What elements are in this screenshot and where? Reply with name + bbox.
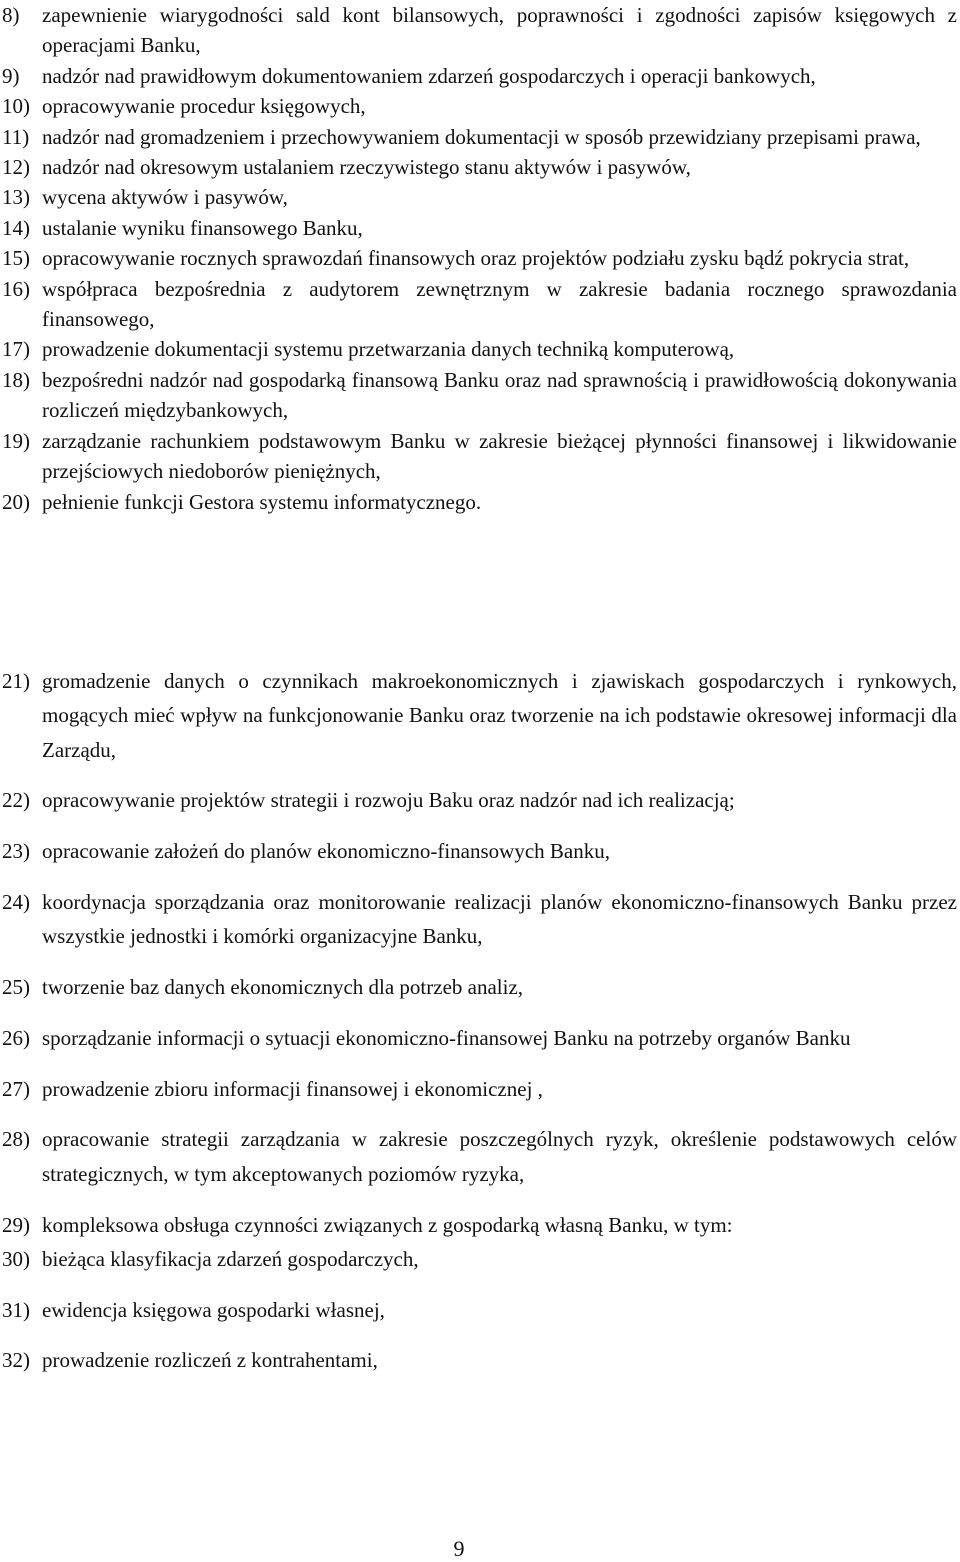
item-text: prowadzenie dokumentacji systemu przetwarzania danych techniką komputerową, bbox=[42, 337, 735, 362]
item-text: zapewnienie wiarygodności sald kont bilansowych, poprawności i zgodności zapisów księgowych z operacjami Banku, bbox=[42, 3, 957, 58]
list-item bbox=[2, 1343, 957, 1377]
item-number: 17) bbox=[2, 337, 30, 362]
item-text: nadzór nad gromadzeniem i przechowywaniem dokumentacji w sposób przewidziany przepisami prawa, bbox=[42, 124, 921, 149]
item-number: 29) bbox=[2, 1212, 30, 1237]
item-text: kompleksowa obsługa czynności związanych z gospodarką własną Banku, w tym: bbox=[42, 1212, 733, 1237]
item-number: 12) bbox=[2, 155, 30, 180]
item-text: opracowywanie projektów strategii i rozwoju Baku oraz nadzór nad ich realizacją; bbox=[42, 788, 735, 813]
list-item bbox=[2, 1208, 957, 1242]
list-item bbox=[2, 365, 957, 426]
item-text: ewidencja księgowa gospodarki własnej, bbox=[42, 1297, 385, 1322]
item-text: opracowanie strategii zarządzania w zakresie poszczególnych ryzyk, określenie podstawowych celów strategicznych, w tym akceptowanych poziomów ryzyka, bbox=[42, 1127, 957, 1186]
item-number: 32) bbox=[2, 1348, 30, 1373]
item-number: 30) bbox=[2, 1246, 30, 1271]
item-text: bezpośredni nadzór nad gospodarką finansową Banku oraz nad sprawnością i prawidłowością dokonywania rozliczeń międzybankowych, bbox=[42, 367, 957, 423]
list-item bbox=[2, 885, 957, 954]
list-item bbox=[2, 487, 957, 517]
item-number: 20) bbox=[2, 489, 30, 514]
item-text: opracowywanie rocznych sprawozdań finansowych oraz projektów podziału zysku bądź pokrycia strat, bbox=[42, 246, 910, 271]
list-item bbox=[2, 0, 957, 61]
list-item bbox=[2, 426, 957, 487]
list-item bbox=[2, 152, 957, 182]
task-list-part-1 bbox=[2, 0, 957, 517]
item-number: 27) bbox=[2, 1076, 30, 1101]
list-item bbox=[2, 274, 957, 335]
item-text: zarządzanie rachunkiem podstawowym Banku w zakresie bieżącej płynności finansowej i likwidowanie przejściowych niedoborów pieniężnych, bbox=[42, 428, 957, 484]
list-item bbox=[2, 834, 957, 868]
list-item bbox=[2, 1242, 957, 1276]
item-text: pełnienie funkcji Gestora systemu informatycznego. bbox=[42, 489, 482, 514]
list-item bbox=[2, 182, 957, 212]
item-number: 15) bbox=[2, 246, 30, 271]
list-item bbox=[2, 1122, 957, 1191]
task-list-part-2 bbox=[2, 664, 957, 1394]
item-text: opracowywanie procedur księgowych, bbox=[42, 94, 366, 119]
list-item bbox=[2, 664, 957, 767]
item-number: 24) bbox=[2, 889, 30, 914]
item-text: wycena aktywów i pasywów, bbox=[42, 185, 288, 210]
item-number: 19) bbox=[2, 428, 30, 453]
page-number: 9 bbox=[453, 1536, 465, 1561]
item-number: 9) bbox=[2, 63, 20, 88]
item-text: opracowanie założeń do planów ekonomiczno-finansowych Banku, bbox=[42, 839, 610, 864]
item-number: 18) bbox=[2, 367, 30, 392]
list-item bbox=[2, 243, 957, 273]
item-number: 22) bbox=[2, 788, 30, 813]
item-text: tworzenie baz danych ekonomicznych dla potrzeb analiz, bbox=[42, 975, 524, 1000]
item-number: 14) bbox=[2, 215, 30, 240]
item-number: 11) bbox=[2, 124, 30, 149]
item-text: prowadzenie rozliczeń z kontrahentami, bbox=[42, 1348, 378, 1373]
item-number: 28) bbox=[2, 1127, 30, 1152]
item-number: 23) bbox=[2, 839, 30, 864]
item-text: sporządzanie informacji o sytuacji ekonomiczno-finansowej Banku na potrzeby organów Banku bbox=[42, 1025, 851, 1050]
list-item bbox=[2, 334, 957, 364]
list-item bbox=[2, 783, 957, 817]
item-text: ustalanie wyniku finansowego Banku, bbox=[42, 215, 363, 240]
list-item bbox=[2, 61, 957, 91]
item-text: prowadzenie zbioru informacji finansowej i ekonomicznej , bbox=[42, 1076, 543, 1101]
item-text: koordynacja sporządzania oraz monitorowanie realizacji planów ekonomiczno-finansowych Banku przez wszystkie jednostki i komórki organizacyjne Banku, bbox=[42, 889, 957, 949]
item-text: nadzór nad okresowym ustalaniem rzeczywistego stanu aktywów i pasywów, bbox=[42, 155, 691, 180]
item-text: współpraca bezpośrednia z audytorem zewnętrznym w zakresie badania rocznego sprawozdania finansowego, bbox=[42, 276, 957, 332]
list-item bbox=[2, 91, 957, 121]
list-item bbox=[2, 1293, 957, 1327]
item-number: 25) bbox=[2, 975, 30, 1000]
item-number: 8) bbox=[2, 3, 20, 27]
list-item bbox=[2, 122, 957, 152]
item-number: 10) bbox=[2, 94, 30, 119]
item-number: 13) bbox=[2, 185, 30, 210]
list-item bbox=[2, 970, 957, 1004]
item-number: 26) bbox=[2, 1025, 30, 1050]
item-number: 16) bbox=[2, 276, 30, 301]
item-text: nadzór nad prawidłowym dokumentowaniem zdarzeń gospodarczych i operacji bankowych, bbox=[42, 63, 816, 88]
list-item bbox=[2, 1072, 957, 1106]
item-number: 21) bbox=[2, 669, 30, 693]
item-text: bieżąca klasyfikacja zdarzeń gospodarczych, bbox=[42, 1246, 419, 1271]
item-text: gromadzenie danych o czynnikach makroekonomicznych i zjawiskach gospodarczych i rynkowych, mogących mieć wpływ na funkcjonowanie Banku oraz tworzenie na ich podstawie okresowej informacji dla Zarządu, bbox=[42, 669, 957, 762]
list-item bbox=[2, 1021, 957, 1055]
list-item bbox=[2, 213, 957, 243]
item-number: 31) bbox=[2, 1297, 30, 1322]
